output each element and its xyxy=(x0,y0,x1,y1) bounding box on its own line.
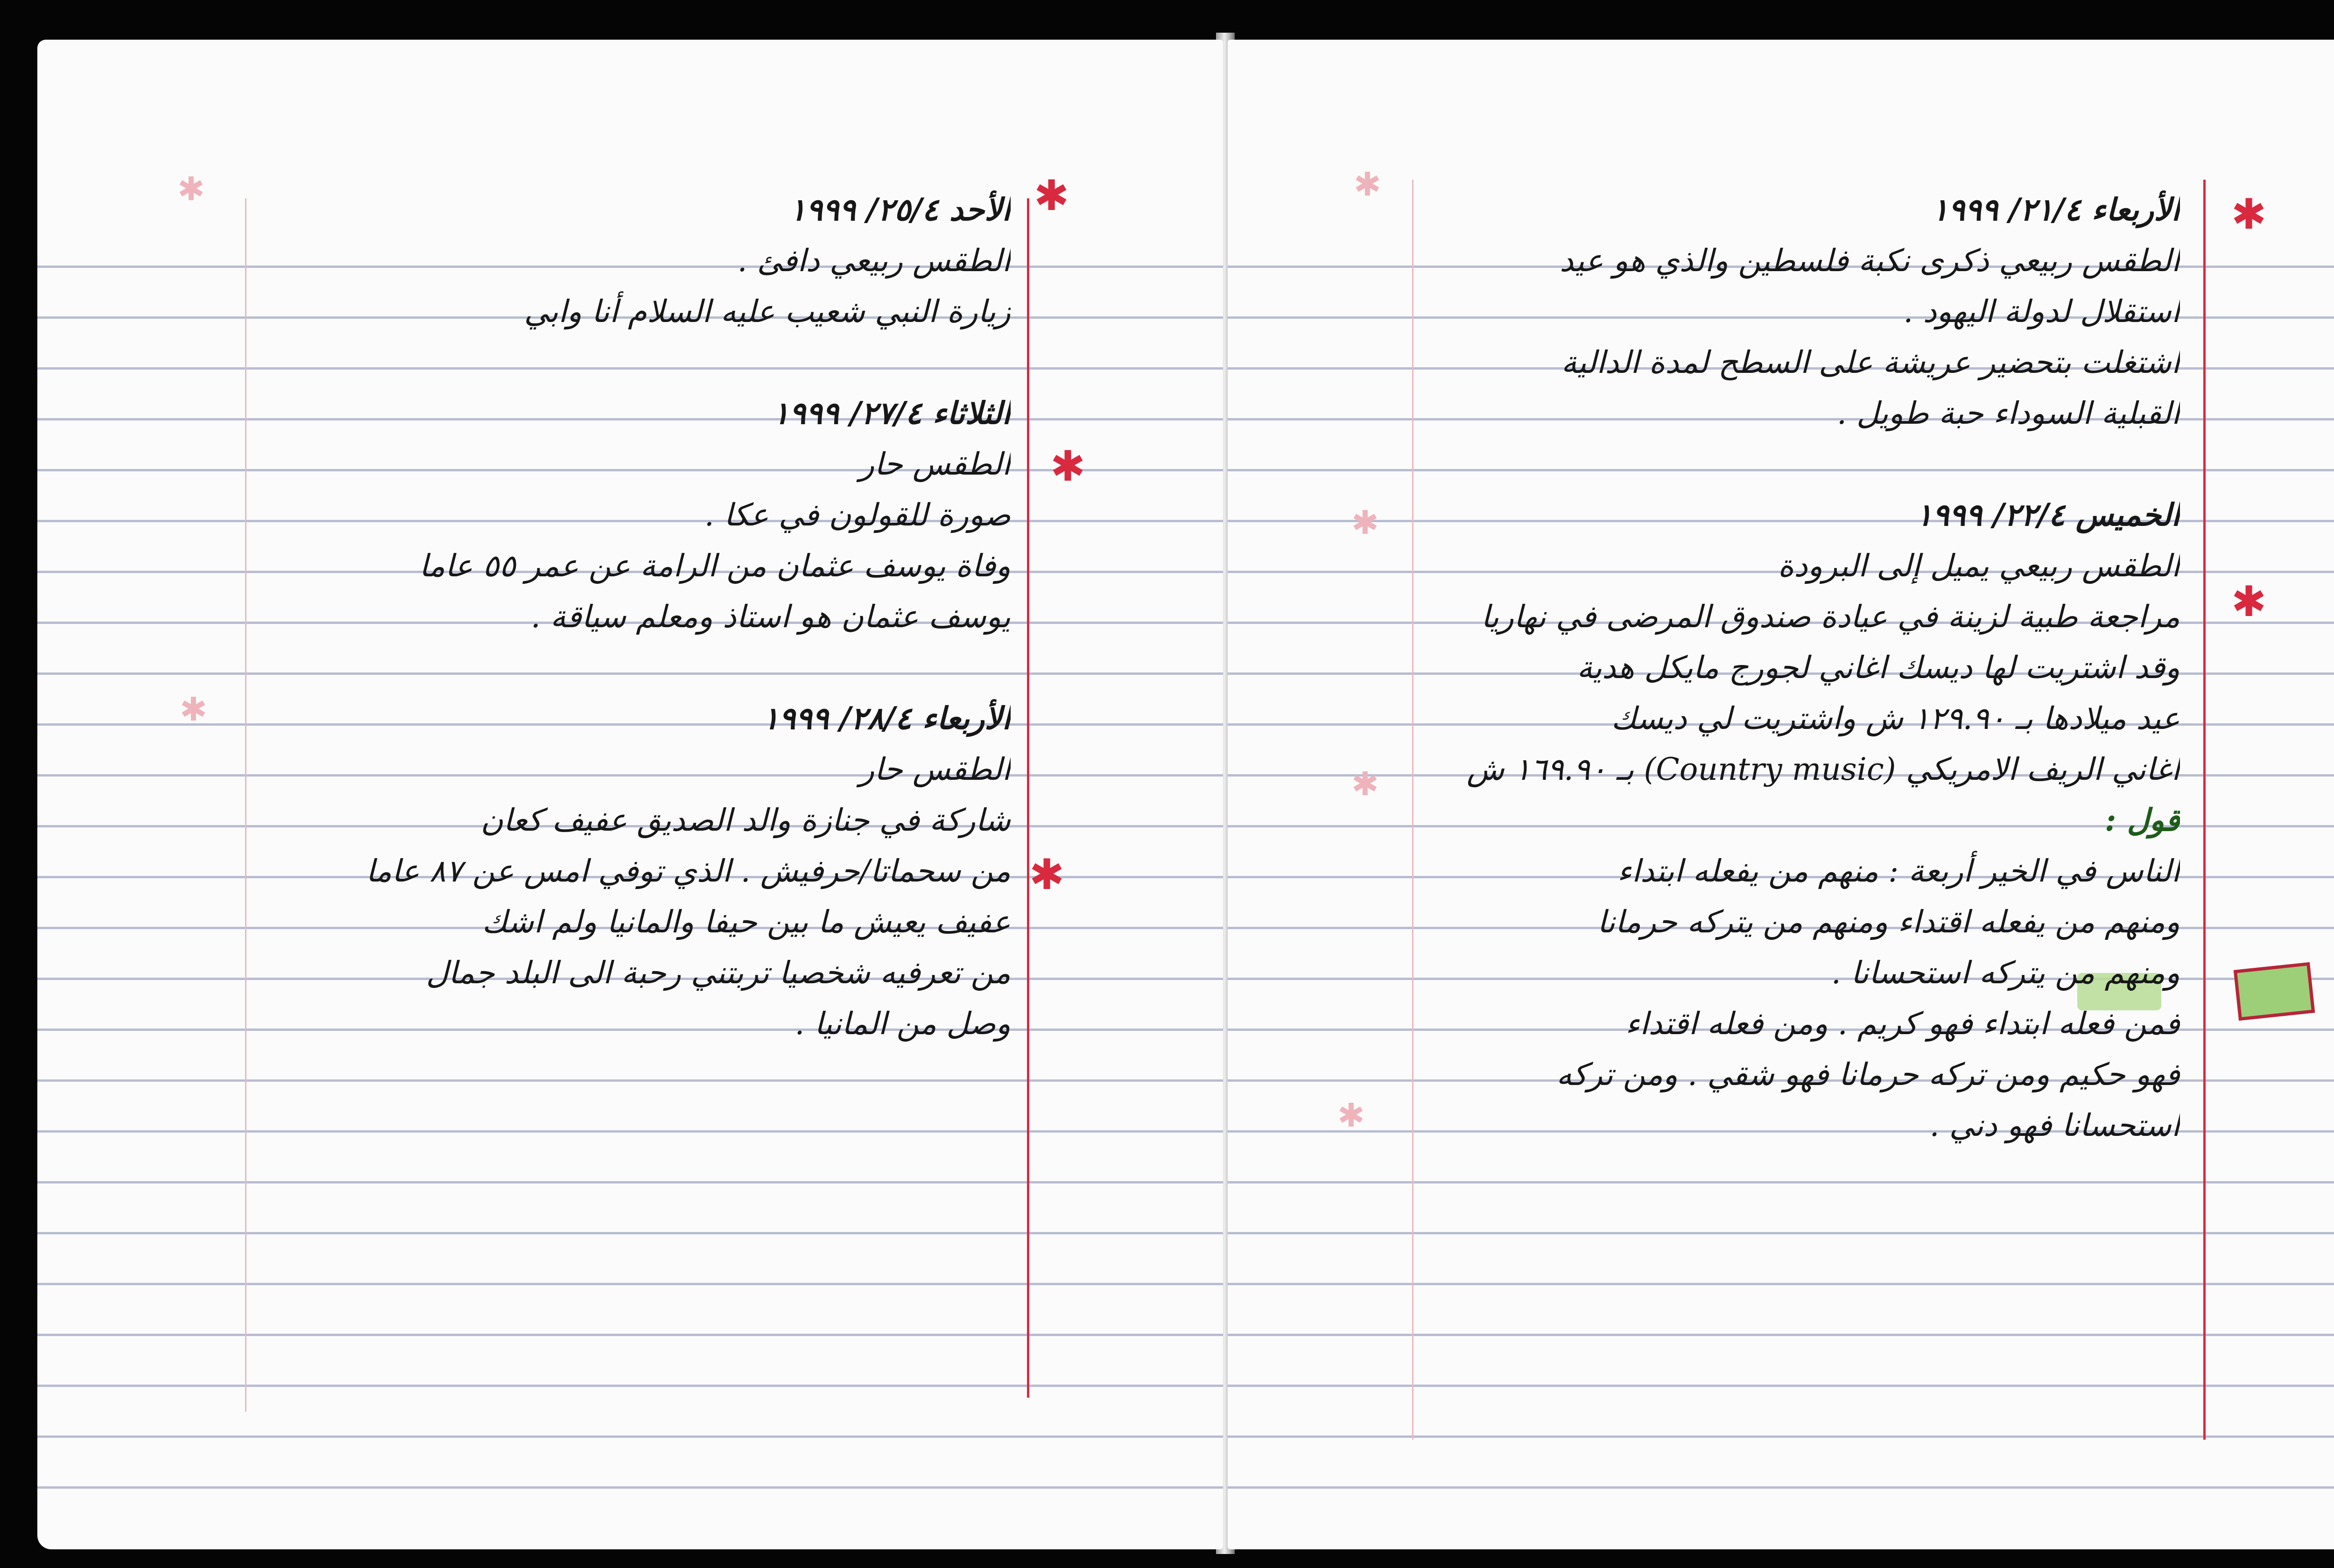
left-page xyxy=(37,40,1223,1549)
entry-date: الخميس ٢٢/٤/ ١٩٩٩ xyxy=(1916,497,2180,533)
handwritten-line: عفيف يعيش ما بين حيفا والمانيا ولم اشك xyxy=(482,904,1011,940)
handwritten-line: ومنهم من يتركه استحسانا . xyxy=(1831,955,2180,991)
asterisk-icon: ✱ xyxy=(1029,850,1065,899)
handwritten-line: وقد اشتريت لها ديسك اغاني لجورج مايكل هدية xyxy=(1576,650,2180,686)
left-page-margin-line xyxy=(1027,198,1029,1398)
handwritten-line: صورة للقولون في عكا . xyxy=(704,497,1011,533)
asterisk-icon: ✱ xyxy=(1337,1096,1365,1134)
handwritten-line: ومنهم من يفعله اقتداء ومنهم من يتركه حرمانا xyxy=(1597,904,2180,940)
handwritten-line: الطقس ربيعي ذكرى نكبة فلسطين والذي هو عيد xyxy=(1559,243,2180,279)
entry-date: الثلاثاء ٢٧/٤/ ١٩٩٩ xyxy=(773,395,1011,431)
handwritten-line: فهو حكيم ومن تركه حرمانا فهو شقي . ومن تركه xyxy=(1556,1057,2180,1092)
left-page-entries xyxy=(189,184,1011,1049)
asterisk-icon: ✱ xyxy=(1050,442,1086,491)
handwritten-line: فمن فعله ابتداء فهو كريم . ومن فعله اقتداء xyxy=(1625,1006,2180,1042)
handwritten-line: الطقس حار xyxy=(859,446,1011,482)
right-page xyxy=(1228,40,2334,1549)
handwritten-line: استقلال لدولة اليهود . xyxy=(1903,294,2180,329)
handwritten-line: الطقس حار xyxy=(859,751,1011,787)
handwritten-line: زيارة النبي شعيب عليه السلام أنا وابي xyxy=(524,294,1011,329)
asterisk-icon: ✱ xyxy=(2231,577,2267,626)
asterisk-icon: ✱ xyxy=(1351,504,1379,542)
asterisk-icon: ✱ xyxy=(177,170,205,208)
handwritten-line: الناس في الخير أربعة : منهم من يفعله ابتداء xyxy=(1617,853,2180,889)
blank-line xyxy=(189,642,1011,693)
right-page-margin-line xyxy=(2203,180,2206,1440)
handwritten-line: من سحماتا/حرفيش . الذي توفي امس عن ٨٧ عاما xyxy=(366,853,1011,889)
right-page-entries xyxy=(1377,184,2180,1151)
handwritten-line: الطقس ربيعي دافئ . xyxy=(737,243,1011,279)
handwritten-line: اغاني الريف الامريكي (Country music) بـ ١٦٩.٩٠ ش xyxy=(1467,751,2180,787)
handwritten-line: من تعرفيه شخصيا تربتني رحبة الى البلد جمال xyxy=(426,955,1011,991)
handwritten-line: اشتغلت بتحضير عريشة على السطح لمدة الدالية xyxy=(1561,344,2180,380)
handwritten-line: وصل من المانيا . xyxy=(794,1006,1011,1042)
handwritten-line: عيد ميلادها بـ ١٢٩.٩٠ ش واشتريت لي ديسك xyxy=(1611,700,2180,736)
handwritten-line: استحسانا فهو دني . xyxy=(1929,1107,2180,1143)
entry-date: الأربعاء ٢٨/٤/ ١٩٩٩ xyxy=(762,700,1011,736)
green-box-icon xyxy=(2234,962,2315,1021)
blank-line xyxy=(189,337,1011,388)
handwritten-line: الطقس ربيعي يميل إلى البرودة xyxy=(1778,548,2180,584)
handwritten-line: شاركة في جنازة والد الصديق عفيف كعان xyxy=(480,802,1011,838)
asterisk-icon: ✱ xyxy=(1034,171,1069,220)
entry-date: الأحد ٢٥/٤/ ١٩٩٩ xyxy=(789,191,1011,228)
asterisk-icon: ✱ xyxy=(180,690,207,728)
handwritten-line: قول : xyxy=(2105,802,2180,838)
handwritten-line: وفاة يوسف عثمان من الرامة عن عمر ٥٥ عاما xyxy=(419,548,1011,584)
blank-line xyxy=(1377,439,2180,490)
asterisk-icon: ✱ xyxy=(1351,765,1379,803)
entry-date: الأربعاء ٢١/٤/ ١٩٩٩ xyxy=(1932,191,2180,228)
handwritten-line: مراجعة طبية لزينة في عيادة صندوق المرضى في نهاريا xyxy=(1481,599,2180,635)
asterisk-icon: ✱ xyxy=(1354,165,1381,203)
handwritten-line: يوسف عثمان هو استاذ ومعلم سياقة . xyxy=(530,599,1011,635)
asterisk-icon: ✱ xyxy=(2231,190,2267,239)
handwritten-line: القبلية السوداء حبة طويل . xyxy=(1836,395,2180,431)
